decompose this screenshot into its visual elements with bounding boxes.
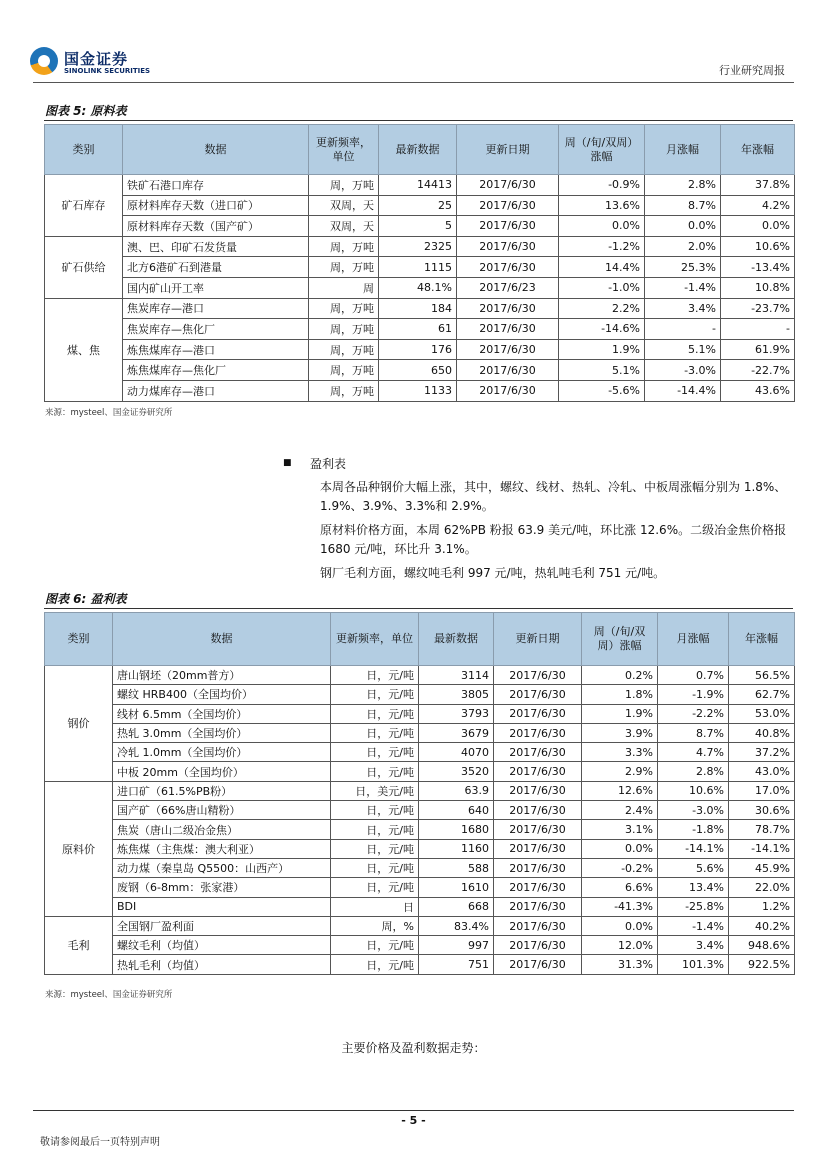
cell-date: 2017/6/30 [494,820,582,839]
cell-week: -1.0% [559,277,645,298]
cell-week: -0.9% [559,175,645,196]
cell-name: 炼焦煤库存—焦化厂 [123,360,309,381]
category-cell: 原料价 [45,781,113,916]
cell-latest: 1115 [379,257,457,278]
cell-name: 铁矿石港口库存 [123,175,309,196]
cell-month: -1.8% [658,820,729,839]
cell-week: -0.2% [582,858,658,877]
cell-month: 4.7% [658,743,729,762]
cell-month: - [645,319,721,340]
table-row [45,955,795,974]
cell-year: 78.7% [729,820,795,839]
cell-week: 2.4% [582,801,658,820]
cell-latest: 751 [419,955,494,974]
column-header: 更新日期 [457,125,559,175]
cell-week: -41.3% [582,897,658,916]
table-row [45,916,795,935]
cell-year: - [721,319,795,340]
table-row [45,236,795,257]
cell-month: 13.4% [658,878,729,897]
category-cell: 钢价 [45,666,113,782]
cell-latest: 2325 [379,236,457,257]
cell-latest: 3520 [419,762,494,781]
cell-date: 2017/6/30 [457,257,559,278]
cell-name: 北方6港矿石到港量 [123,257,309,278]
cell-date: 2017/6/30 [494,666,582,685]
table-row [45,723,795,742]
cell-unit: 周，万吨 [309,298,379,319]
cell-latest: 61 [379,319,457,340]
cell-year: -23.7% [721,298,795,319]
column-header: 更新日期 [494,613,582,666]
cell-month: 0.7% [658,666,729,685]
cell-name: 螺纹毛利（均值） [113,936,331,955]
cell-date: 2017/6/30 [457,175,559,196]
table-row [45,743,795,762]
table5-title-rule [44,120,793,121]
cell-name: 澳、巴、印矿石发货量 [123,236,309,257]
cell-year: 62.7% [729,685,795,704]
cell-year: 40.2% [729,916,795,935]
cell-week: 5.1% [559,360,645,381]
paragraph-mill-margins: 钢厂毛利方面，螺纹吨毛利 997 元/吨，热轧吨毛利 751 元/吨。 [320,566,666,580]
cell-week: 14.4% [559,257,645,278]
table-row [45,195,795,216]
column-header: 最新数据 [419,613,494,666]
cell-date: 2017/6/30 [494,781,582,800]
cell-name: 国产矿（66%唐山精粉） [113,801,331,820]
cell-unit: 周，万吨 [309,257,379,278]
cell-latest: 25 [379,195,457,216]
cell-month: 5.6% [658,858,729,877]
cell-year: 17.0% [729,781,795,800]
cell-date: 2017/6/30 [457,360,559,381]
table-row [45,216,795,237]
cell-week: 3.3% [582,743,658,762]
cell-year: 22.0% [729,878,795,897]
cell-name: 炼焦煤库存—港口 [123,339,309,360]
category-cell: 矿石供给 [45,236,123,298]
cell-year: -14.1% [729,839,795,858]
cell-week: -14.6% [559,319,645,340]
cell-unit: 日，元/吨 [331,801,419,820]
table-row [45,277,795,298]
table-row [45,878,795,897]
cell-name: 国内矿山开工率 [123,277,309,298]
cell-latest: 3805 [419,685,494,704]
cell-unit: 周，% [331,916,419,935]
table-row [45,298,795,319]
cell-week: 0.0% [559,216,645,237]
logo-chinese-name: 国金证券 [64,50,129,68]
cell-unit: 日，元/吨 [331,743,419,762]
header-divider [33,82,794,83]
cell-month: -14.4% [645,380,721,401]
cell-month: 0.0% [645,216,721,237]
cell-latest: 184 [379,298,457,319]
cell-year: 56.5% [729,666,795,685]
cell-month: -1.9% [658,685,729,704]
column-header: 年涨幅 [729,613,795,666]
cell-name: 线材 6.5mm（全国均价） [113,704,331,723]
cell-month: -3.0% [658,801,729,820]
cell-year: 43.0% [729,762,795,781]
column-header: 数据 [123,125,309,175]
cell-latest: 1160 [419,839,494,858]
cell-date: 2017/6/30 [494,858,582,877]
cell-unit: 日，元/吨 [331,704,419,723]
cell-name: 动力煤（秦皇岛 Q5500：山西产） [113,858,331,877]
cell-month: 2.8% [645,175,721,196]
category-cell: 煤、焦 [45,298,123,401]
cell-week: 2.2% [559,298,645,319]
cell-name: 动力煤库存—港口 [123,380,309,401]
cell-name: 焦炭库存—焦化厂 [123,319,309,340]
cell-year: 10.6% [721,236,795,257]
cell-unit: 双周，天 [309,195,379,216]
cell-latest: 48.1% [379,277,457,298]
cell-name: 螺纹 HRB400（全国均价） [113,685,331,704]
table5-source: 来源：mysteel、国金证券研究所 [45,408,173,418]
table-row [45,380,795,401]
column-header: 最新数据 [379,125,457,175]
cell-unit: 日，元/吨 [331,839,419,858]
cell-date: 2017/6/30 [494,916,582,935]
cell-unit: 双周，天 [309,216,379,237]
cell-week: 6.6% [582,878,658,897]
cell-year: 43.6% [721,380,795,401]
cell-latest: 63.9 [419,781,494,800]
cell-date: 2017/6/30 [494,936,582,955]
category-cell: 矿石库存 [45,175,123,237]
table5-title: 图表 5: 原料表 [45,104,127,118]
cell-year: 0.0% [721,216,795,237]
cell-unit: 日，元/吨 [331,820,419,839]
cell-date: 2017/6/30 [494,839,582,858]
cell-week: 12.6% [582,781,658,800]
cell-unit: 周，万吨 [309,319,379,340]
cell-date: 2017/6/30 [494,878,582,897]
table6-source: 来源：mysteel、国金证券研究所 [45,990,173,1000]
column-header: 年涨幅 [721,125,795,175]
table5-header-row [45,125,795,175]
logo-english-name: SINOLINK SECURITIES [64,67,151,75]
table-row [45,319,795,340]
cell-unit: 日，元/吨 [331,762,419,781]
cell-year: 4.2% [721,195,795,216]
cell-unit: 日，元/吨 [331,685,419,704]
cell-latest: 3679 [419,723,494,742]
table6-header-row [45,613,795,666]
column-header: 更新频率，单位 [331,613,419,666]
cell-unit: 日，元/吨 [331,878,419,897]
cell-latest: 1133 [379,380,457,401]
cell-date: 2017/6/30 [494,801,582,820]
chart-caption: 主要价格及盈利数据走势： [341,1041,486,1055]
cell-month: 2.0% [645,236,721,257]
cell-latest: 668 [419,897,494,916]
table-row [45,339,795,360]
cell-name: 炼焦煤（主焦煤：澳大利亚） [113,839,331,858]
cell-latest: 14413 [379,175,457,196]
cell-latest: 1610 [419,878,494,897]
cell-month: 8.7% [658,723,729,742]
cell-year: 45.9% [729,858,795,877]
cell-year: 37.2% [729,743,795,762]
cell-date: 2017/6/30 [457,236,559,257]
cell-unit: 周，万吨 [309,175,379,196]
cell-unit: 周，万吨 [309,380,379,401]
cell-week: 3.9% [582,723,658,742]
cell-unit: 周 [309,277,379,298]
cell-name: BDI [113,897,331,916]
cell-week: -5.6% [559,380,645,401]
column-header: 月涨幅 [658,613,729,666]
cell-unit: 周，万吨 [309,360,379,381]
section-bullet: ■ [283,458,292,468]
cell-year: 40.8% [729,723,795,742]
cell-year: 37.8% [721,175,795,196]
section-title: 盈利表 [310,457,347,471]
cell-month: 8.7% [645,195,721,216]
cell-week: 2.9% [582,762,658,781]
cell-month: -1.4% [645,277,721,298]
cell-date: 2017/6/30 [457,339,559,360]
table-row [45,257,795,278]
cell-name: 原材料库存天数（进口矿） [123,195,309,216]
cell-month: 25.3% [645,257,721,278]
cell-month: 3.4% [658,936,729,955]
cell-week: 1.9% [559,339,645,360]
cell-latest: 5 [379,216,457,237]
cell-year: 948.6% [729,936,795,955]
cell-unit: 日，元/吨 [331,936,419,955]
cell-date: 2017/6/30 [494,743,582,762]
cell-week: 0.0% [582,839,658,858]
cell-date: 2017/6/30 [494,955,582,974]
page-number: - 5 - [401,1114,426,1127]
cell-month: 2.8% [658,762,729,781]
cell-week: 0.0% [582,916,658,935]
footer-divider [33,1110,794,1111]
cell-week: 13.6% [559,195,645,216]
cell-latest: 83.4% [419,916,494,935]
cell-name: 冷轧 1.0mm（全国均价） [113,743,331,762]
cell-name: 唐山钢坯（20mm普方） [113,666,331,685]
column-header: 数据 [113,613,331,666]
report-type: 行业研究周报 [719,64,785,77]
column-header: 类别 [45,125,123,175]
cell-date: 2017/6/30 [457,319,559,340]
cell-latest: 1680 [419,820,494,839]
table-row [45,704,795,723]
cell-month: 5.1% [645,339,721,360]
category-cell: 毛利 [45,916,113,974]
cell-year: 61.9% [721,339,795,360]
cell-month: -1.4% [658,916,729,935]
cell-latest: 650 [379,360,457,381]
cell-month: -3.0% [645,360,721,381]
cell-date: 2017/6/30 [494,685,582,704]
paragraph-raw-materials: 原材料价格方面，本周 62%PB 粉报 63.9 美元/吨，环比涨 12.6%。二级冶金焦价格报 1680 元/吨，环比升 3.1%。 [320,523,787,556]
cell-month: 10.6% [658,781,729,800]
cell-name: 热轧 3.0mm（全国均价） [113,723,331,742]
cell-year: 10.8% [721,277,795,298]
column-header: 月涨幅 [645,125,721,175]
cell-month: -2.2% [658,704,729,723]
cell-week: 1.8% [582,685,658,704]
table5-body [45,175,795,402]
cell-latest: 588 [419,858,494,877]
cell-week: 31.3% [582,955,658,974]
cell-date: 2017/6/30 [494,704,582,723]
cell-year: 1.2% [729,897,795,916]
cell-latest: 3114 [419,666,494,685]
cell-week: -1.2% [559,236,645,257]
logo-mark-icon [30,47,58,75]
column-header: 更新频率，单位 [309,125,379,175]
cell-name: 焦炭（唐山二级冶金焦） [113,820,331,839]
cell-date: 2017/6/23 [457,277,559,298]
cell-unit: 日，元/吨 [331,723,419,742]
cell-month: -14.1% [658,839,729,858]
table-row [45,685,795,704]
cell-date: 2017/6/30 [457,216,559,237]
paragraph-steel-prices: 本周各品种钢价大幅上涨，其中，螺纹、线材、热轧、冷轧、中板周涨幅分别为 1.8%、1.9%、3.9%、3.3%和 2.9%。 [320,480,787,513]
cell-name: 进口矿（61.5%PB粉） [113,781,331,800]
cell-name: 焦炭库存—港口 [123,298,309,319]
table-row [45,781,795,800]
cell-latest: 640 [419,801,494,820]
cell-name: 原材料库存天数（国产矿） [123,216,309,237]
column-header: 周（/旬/双周）涨幅 [559,125,645,175]
cell-month: -25.8% [658,897,729,916]
cell-week: 1.9% [582,704,658,723]
cell-unit: 周，万吨 [309,339,379,360]
table-row [45,175,795,196]
cell-latest: 3793 [419,704,494,723]
cell-name: 废钢（6-8mm：张家港） [113,878,331,897]
column-header: 类别 [45,613,113,666]
cell-week: 12.0% [582,936,658,955]
cell-name: 全国钢厂盈利面 [113,916,331,935]
table6-title-rule [44,608,793,609]
table-row [45,666,795,685]
table6-title: 图表 6: 盈利表 [45,592,127,606]
cell-latest: 4070 [419,743,494,762]
table-row [45,839,795,858]
cell-date: 2017/6/30 [494,897,582,916]
table-row [45,936,795,955]
cell-year: 53.0% [729,704,795,723]
table-row [45,858,795,877]
cell-unit: 日，美元/吨 [331,781,419,800]
cell-name: 中板 20mm（全国均价） [113,762,331,781]
cell-unit: 周，万吨 [309,236,379,257]
cell-date: 2017/6/30 [457,380,559,401]
cell-week: 3.1% [582,820,658,839]
cell-year: 922.5% [729,955,795,974]
cell-date: 2017/6/30 [457,195,559,216]
table-row [45,360,795,381]
table-row [45,762,795,781]
cell-year: 30.6% [729,801,795,820]
cell-unit: 日 [331,897,419,916]
cell-year: -13.4% [721,257,795,278]
cell-date: 2017/6/30 [494,762,582,781]
cell-latest: 997 [419,936,494,955]
cell-unit: 日，元/吨 [331,666,419,685]
company-logo [30,47,150,77]
cell-week: 0.2% [582,666,658,685]
table6-body [45,666,795,975]
table-row [45,820,795,839]
cell-latest: 176 [379,339,457,360]
profit-table [44,612,795,975]
cell-month: 3.4% [645,298,721,319]
raw-material-table [44,124,795,402]
cell-month: 101.3% [658,955,729,974]
cell-name: 热轧毛利（均值） [113,955,331,974]
disclaimer: 敬请参阅最后一页特别声明 [40,1137,160,1148]
cell-date: 2017/6/30 [494,723,582,742]
cell-year: -22.7% [721,360,795,381]
table-row [45,897,795,916]
cell-unit: 日，元/吨 [331,955,419,974]
cell-date: 2017/6/30 [457,298,559,319]
column-header: 周（/旬/双周）涨幅 [582,613,658,666]
cell-unit: 日，元/吨 [331,858,419,877]
table-row [45,801,795,820]
